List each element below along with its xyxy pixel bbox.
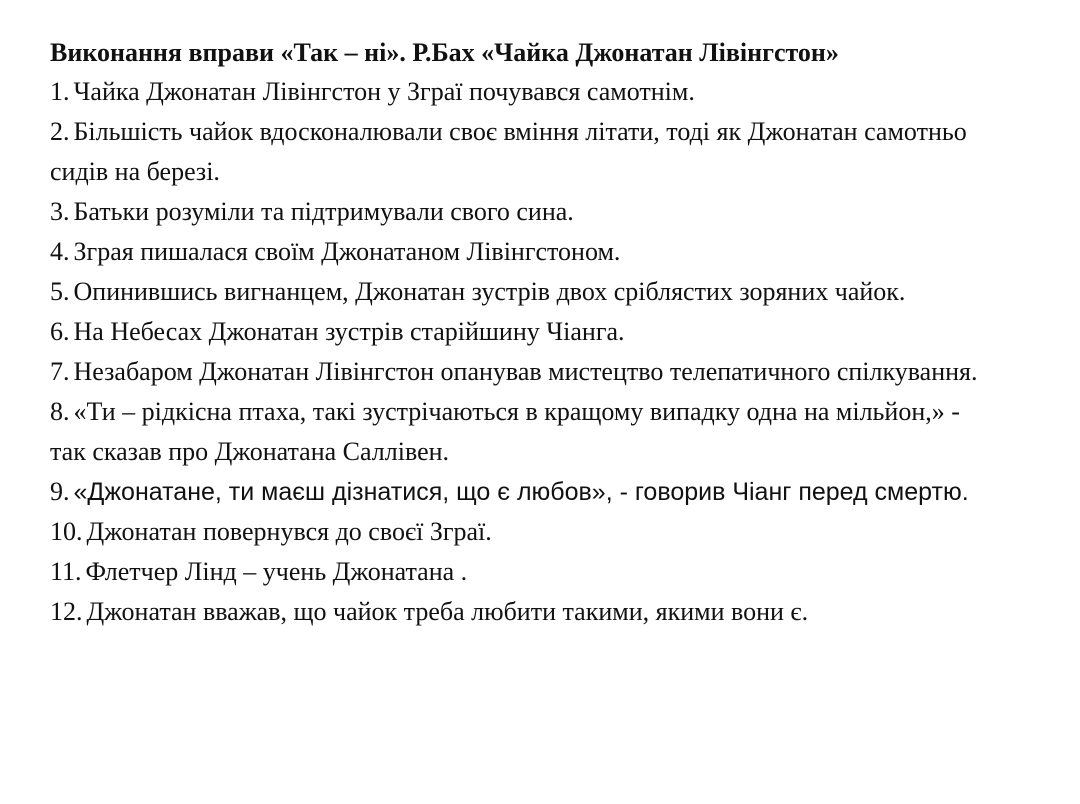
item-text: Опинившись вигнанцем, Джонатан зустрів двох сріблястих зоряних чайок. xyxy=(73,277,906,306)
document-page xyxy=(50,34,1070,632)
item-number: 12. xyxy=(50,597,83,626)
item-text: Більшість чайок вдосконалювали своє вміння літати, тоді як Джонатан самотньо сидів на березі. xyxy=(50,117,967,186)
item-number: 2. xyxy=(50,117,70,146)
list-item xyxy=(50,512,1070,552)
document-title: Виконання вправи «Так – ні». Р.Бах «Чайка Джонатан Лівінгстон» xyxy=(50,38,839,67)
item-text: Чайка Джонатан Лівінгстон у Зграї почувався самотнім. xyxy=(73,77,695,106)
list-item xyxy=(50,192,1070,232)
list-item xyxy=(50,112,1010,192)
item-number: 8. xyxy=(50,397,70,426)
list-item xyxy=(50,232,1070,272)
list-item xyxy=(50,472,1060,512)
list-item xyxy=(50,392,980,472)
item-number: 4. xyxy=(50,237,70,266)
item-text: Джонатан повернувся до своєї Зграї. xyxy=(86,517,492,546)
item-number: 5. xyxy=(50,277,70,306)
item-number: 3. xyxy=(50,197,70,226)
item-text: «Ти – рідкісна птаха, такі зустрічаються в кращому випадку одна на мільйон,» - так сказав про Джонатана Саллівен. xyxy=(50,397,960,466)
item-number: 9. xyxy=(50,477,70,506)
list-item xyxy=(50,352,980,392)
item-number: 11. xyxy=(50,557,82,586)
item-text: Джонатан вважав, що чайок треба любити такими, якими вони є. xyxy=(86,597,809,626)
item-number: 1. xyxy=(50,77,70,106)
list-item xyxy=(50,312,1070,352)
item-text: Зграя пишалася своїм Джонатаном Лівінгстоном. xyxy=(73,237,621,266)
list-item xyxy=(50,552,1070,592)
list-item xyxy=(50,272,1070,312)
item-text: Незабаром Джонатан Лівінгстон опанував мистецтво телепатичного спілкування. xyxy=(73,357,978,386)
item-text: «Джонатане, ти маєш дізнатися, що є любов», - говорив Чіанг перед смертю. xyxy=(73,478,969,506)
item-text: Батьки розуміли та підтримували свого сина. xyxy=(73,197,574,226)
item-number: 6. xyxy=(50,317,70,346)
list-item xyxy=(50,592,1070,632)
item-number: 10. xyxy=(50,517,83,546)
item-number: 7. xyxy=(50,357,70,386)
item-text: На Небесах Джонатан зустрів старійшину Чіанга. xyxy=(73,317,625,346)
list-item xyxy=(50,72,1070,112)
item-text: Флетчер Лінд – учень Джонатана . xyxy=(85,557,468,586)
